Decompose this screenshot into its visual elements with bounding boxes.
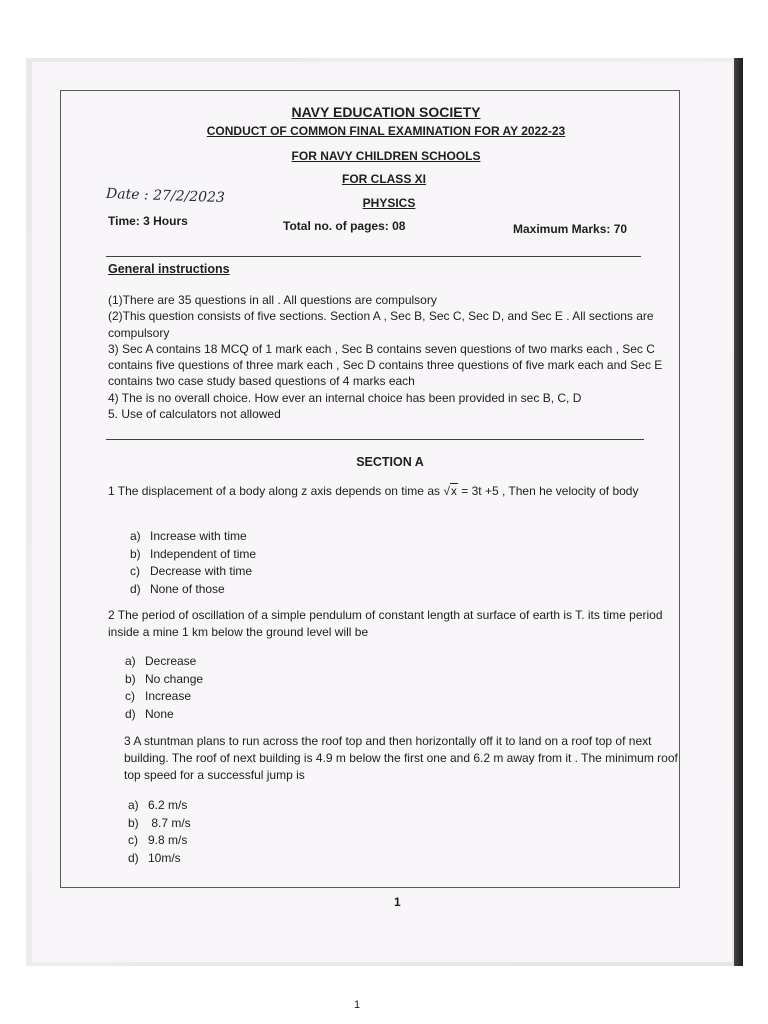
printed-page-number: 1 [394,895,401,909]
option-letter: c) [125,689,135,703]
question-2: 2 The period of oscillation of a simple pendulum of constant length at surface of earth is T. its time period inside a mine 1 km below the ground level will be [108,608,663,639]
question-1 [108,483,678,500]
option-text: Increase with time [150,529,247,543]
option-text: 6.2 m/s [148,798,188,812]
option-text: Decrease [145,654,197,668]
option-text: No change [145,671,204,686]
question-1-options [130,528,256,598]
option-letter: a) [125,654,136,668]
option-letter: c) [128,833,138,847]
option-letter: a) [128,798,139,812]
section-title: SECTION A [356,455,424,469]
photo-dark-edge [734,58,743,966]
option-letter: d) [128,850,139,865]
instructions-title: General instructions [108,262,230,276]
option-item [130,581,256,599]
footer-page-number: 1 [354,999,361,1011]
subject-title: PHYSICS [362,196,416,210]
instruction-item: 4) The is no overall choice. How ever an internal choice has been provided in sec B, C, D [108,390,582,405]
option-item [125,653,203,671]
option-text: None of those [150,581,225,596]
option-item [125,706,203,724]
option-item [128,850,191,868]
schools-title: FOR NAVY CHILDREN SCHOOLS [291,149,481,163]
option-letter: b) [125,671,136,686]
org-title: NAVY EDUCATION SOCIETY [291,104,481,120]
option-text: 8.7 m/s [148,815,191,830]
option-letter: b) [128,815,139,830]
class-title: FOR CLASS XI [341,172,426,186]
option-item [125,671,203,689]
option-item [130,546,256,564]
option-letter: d) [125,706,136,721]
option-letter: d) [130,581,141,596]
option-letter: c) [130,564,140,578]
question-text: 1 The displacement of a body along z axis depends on time as [108,484,444,498]
option-text: 10m/s [148,850,181,865]
option-text: Increase [145,689,192,703]
instructions-list [108,292,663,422]
option-letter: b) [130,546,141,561]
option-text: 9.8 m/s [148,833,188,847]
exam-time: Time: 3 Hours [108,214,188,228]
option-letter: a) [130,529,141,543]
square-root-expression: √x [443,484,457,498]
option-text: Independent of time [150,546,257,561]
option-text: None [145,706,174,721]
question-2-options [125,653,203,723]
option-item [128,815,191,833]
total-pages: Total no. of pages: 08 [283,219,406,233]
question-text-continued: = 3t +5 , Then he velocity of body [457,484,639,498]
handwritten-date: Date : 27/2/2023 [105,185,226,207]
instruction-item: 3) Sec A contains 18 MCQ of 1 mark each , Sec B contains seven questions of two marks each , Sec C contains five questions of three mark each , Sec D contains three questions of five mark each and Sec E contains two case study based questions of 4 marks each [108,341,663,389]
instructions-divider [106,439,644,440]
question-3-options [128,797,191,867]
header-divider [106,256,641,257]
option-item [128,832,191,850]
instruction-item: (1)There are 35 questions in all . All questions are compulsory [108,293,437,307]
option-item [125,688,203,706]
option-item [128,797,191,815]
radicand: x [450,484,457,498]
instruction-item: 5. Use of calculators not allowed [108,407,281,422]
instruction-item: (2)This question consists of five sections. Section A , Sec B, Sec C, Sec D, and Sec E . All sections are compulsory [108,309,654,340]
exam-title: CONDUCT OF COMMON FINAL EXAMINATION FOR AY 2022-23 [206,124,566,138]
option-item [130,528,256,546]
option-item [130,563,256,581]
maximum-marks: Maximum Marks: 70 [513,222,628,236]
question-3: 3 A stuntman plans to run across the roof top and then horizontally off it to land on a roof top of next building. The roof of next building is 4.9 m below the first one and 6.2 m away from it . The minimum roof top speed for a successful jump is [124,734,678,782]
option-text: Decrease with time [150,564,253,578]
